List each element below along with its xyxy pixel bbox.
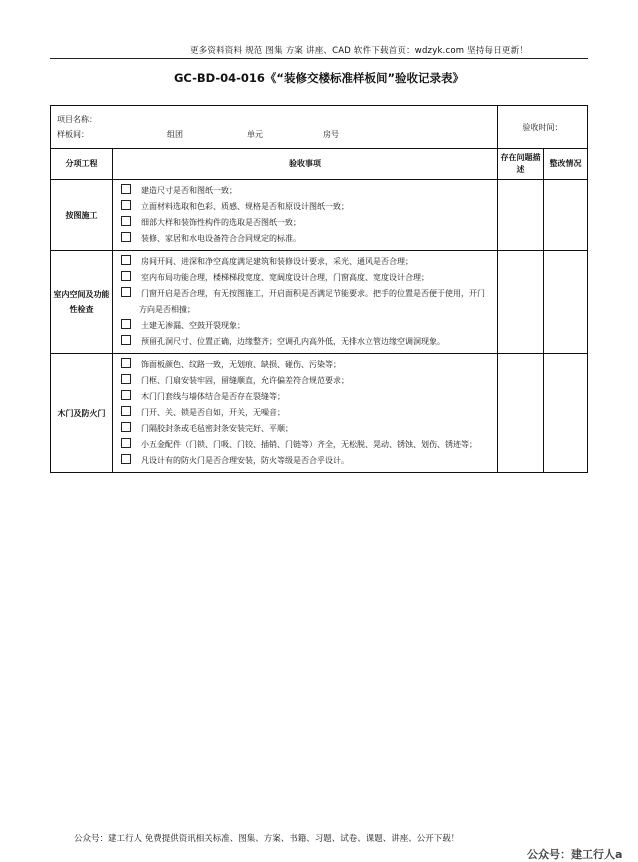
checklist-item	[121, 199, 491, 215]
checklist-item-text: 预留孔洞尺寸、位置正确，边缘整齐；空调孔内高外低，无排水立管边缘空调洞现象。	[141, 337, 445, 346]
document-title: GC-BD-04-016《“装修交楼标准样板间”验收记录表》	[173, 71, 465, 85]
checklist-item-text: 土建无渗漏、空鼓开裂现象；	[141, 321, 245, 330]
checkbox-icon[interactable]	[121, 271, 131, 281]
checkbox-icon[interactable]	[121, 374, 131, 384]
rectification-header: 整改情况	[544, 149, 588, 180]
group-label: 组团	[167, 130, 183, 139]
header-note: 更多资料资料 规范 图集 方案 讲座、CAD 软件下载首页：wdzyk.com 坚持每日更新！	[190, 46, 529, 56]
checklist-item-text: 门隔胶封条或毛毡密封条安装完好、平顺；	[141, 424, 293, 433]
sections-body	[51, 180, 588, 473]
checklist-item-text: 立面材料选取和色彩、质感、规格是否和原设计图纸一致；	[141, 202, 349, 211]
checklist-item-text: 建造尺寸是否和图纸一致；	[141, 186, 237, 195]
section-items	[113, 251, 498, 354]
checkbox-icon[interactable]	[121, 200, 131, 210]
checklist-item-text: 门框、门扇安装牢固，留缝顺直，允许偏差符合规范要求；	[141, 376, 349, 385]
issues-header: 存在问题描述	[498, 149, 544, 180]
checkbox-icon[interactable]	[121, 406, 131, 416]
checkbox-icon[interactable]	[121, 232, 131, 242]
checklist-item	[121, 421, 491, 437]
checkbox-icon[interactable]	[121, 438, 131, 448]
issues-cell[interactable]	[498, 354, 544, 473]
checklist-item	[121, 254, 491, 270]
acceptance-record-table	[50, 105, 588, 473]
issues-cell[interactable]	[498, 251, 544, 354]
checklist-item-text: 饰面板颜色、纹路一致，无划痕、缺损、碰伤、污染等；	[141, 360, 341, 369]
checkbox-icon[interactable]	[121, 184, 131, 194]
acceptance-time-label: 验收时间：	[522, 122, 563, 132]
checkbox-icon[interactable]	[121, 287, 131, 297]
section-category: 木门及防火门	[51, 354, 113, 473]
checklist-item	[121, 183, 491, 199]
checklist-item-text: 装修、家居和水电设备符合合同规定的标准。	[141, 234, 301, 243]
header-divider	[50, 58, 588, 59]
watermark: 公众号：建工行人a	[527, 848, 623, 861]
checklist-item-text: 小五金配件（门锁、门吸、门铰、插销、门链等）齐全，无松脱、晃动、锈蚀、划伤、锈迹等；	[141, 440, 477, 449]
room-label: 房号	[323, 130, 339, 139]
section-category: 室内空间及功能性检查	[51, 251, 113, 354]
checklist-item	[121, 286, 491, 318]
unit-label: 单元	[247, 130, 263, 139]
checklist-item	[121, 405, 491, 421]
category-header: 分项工程	[51, 149, 113, 180]
checkbox-icon[interactable]	[121, 390, 131, 400]
rectification-cell[interactable]	[544, 180, 588, 251]
checklist-item	[121, 389, 491, 405]
checklist-item-text: 房间开间、进深和净空高度满足建筑和装修设计要求，采光、通风是否合理；	[141, 257, 413, 266]
checkbox-icon[interactable]	[121, 335, 131, 345]
checkbox-icon[interactable]	[121, 216, 131, 226]
sample-room-label: 样板间：	[57, 130, 89, 139]
checklist-item-text: 木门门套线与墙体结合是否存在裂缝等；	[141, 392, 285, 401]
checkbox-icon[interactable]	[121, 358, 131, 368]
checklist-item	[121, 215, 491, 231]
checklist-item-text: 门开、关、锁是否自如，开关，无噪音；	[141, 408, 285, 417]
section-row	[51, 251, 588, 354]
checklist-item	[121, 334, 491, 350]
matters-header: 验收事项	[113, 149, 498, 180]
checkbox-icon[interactable]	[121, 255, 131, 265]
section-items	[113, 180, 498, 251]
rectification-cell[interactable]	[544, 251, 588, 354]
checklist-item	[121, 318, 491, 334]
section-items	[113, 354, 498, 473]
acceptance-time-cell	[498, 106, 588, 149]
section-row	[51, 180, 588, 251]
checklist-item	[121, 270, 491, 286]
checklist-item	[121, 231, 491, 247]
section-row	[51, 354, 588, 473]
section-category: 按图施工	[51, 180, 113, 251]
project-info-cell	[51, 106, 498, 149]
column-header-row	[51, 149, 588, 180]
checklist-item	[121, 357, 491, 373]
project-name-label: 项目名称：	[57, 115, 97, 124]
info-row	[51, 106, 588, 149]
checklist-item	[121, 437, 491, 453]
checklist-item	[121, 373, 491, 389]
checkbox-icon[interactable]	[121, 454, 131, 464]
checklist-item	[121, 453, 491, 469]
checkbox-icon[interactable]	[121, 422, 131, 432]
checkbox-icon[interactable]	[121, 319, 131, 329]
checklist-item-text: 门窗开启是否合理，有无按图施工，开启面积是否满足节能要求。把手的位置是否便于使用，开门方向是否相撞；	[139, 289, 485, 314]
footer-note: 公众号：建工行人 免费提供资讯相关标准、图集、方案、书籍、习题、试卷、课题、讲座、公开下载！	[74, 834, 460, 844]
checklist-item-text: 凡设计有的防火门是否合理安装，防火等级是否合乎设计。	[141, 456, 349, 465]
checklist-item-text: 室内布局功能合理，楼梯梯段宽度、宽阔度设计合理，门窗高度、宽度设计合理；	[141, 273, 429, 282]
issues-cell[interactable]	[498, 180, 544, 251]
rectification-cell[interactable]	[544, 354, 588, 473]
checklist-item-text: 细部大样和装饰性构件的选取是否图纸一致；	[141, 218, 301, 227]
